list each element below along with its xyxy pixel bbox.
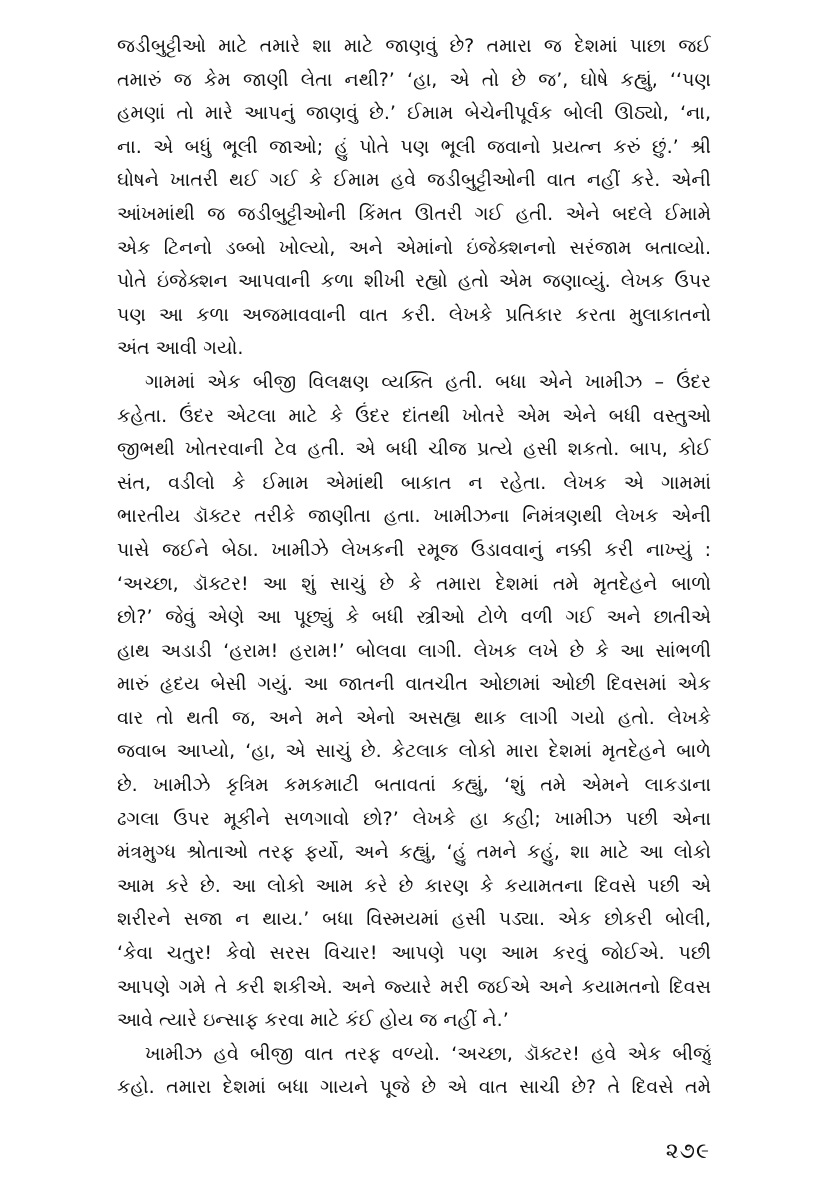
text-line: પણ આ કળા અજમાવવાની વાત કરી. લેખકે પ્રતિકાર કરતા મુલાકાતનો bbox=[117, 303, 711, 326]
text-line: વાર તો થતી જ, અને મને એનો અસહ્ય થાક લાગી ગયો હતો. લેખકે bbox=[117, 706, 711, 729]
body-text bbox=[117, 30, 711, 1105]
text-line: આંખમાંથી જ જડીબુટ્ટીઓની કિંમત ઊતરી ગઈ હતી. એને બદલે ઈમામે bbox=[117, 202, 711, 225]
text-line: ‘અચ્છા, ડૉક્ટર! આ શું સાચું છે કે તમારા દેશમાં તમે મૃતદેહને બાળો bbox=[117, 572, 711, 595]
text-line: તમારું જ કેમ જાણી લેતા નથી?’ ‘હા, એ તો છે જ’, ઘોષે કહ્યું, ‘‘પણ bbox=[117, 68, 711, 91]
text-line: અંત આવી ગયો. bbox=[117, 337, 244, 360]
text-line: ના. એ બધું ભૂલી જાઓ; હું પોતે પણ ભૂલી જવાનો પ્રયત્ન કરું છું.’ શ્રી bbox=[117, 135, 711, 158]
text-line: જીભથી ખોતરવાની ટેવ હતી. એ બધી ચીજ પ્રત્યે હસી શકતો. બાપ, કોઈ bbox=[117, 438, 711, 461]
text-line: મંત્રમુગ્ધ શ્રોતાઓ તરફ ફર્યો, અને કહ્યું, ‘હું તમને કહું, શા માટે આ લોકો bbox=[117, 841, 711, 864]
text-line: કહો. તમારા દેશમાં બધા ગાયને પૂજે છે એ વાત સાચી છે? તે દિવસે તમે bbox=[117, 1076, 711, 1099]
text-line: આપણે ગમે તે કરી શકીએ. અને જ્યારે મરી જઈએ અને કયામતનો દિવસ bbox=[117, 975, 711, 998]
text-line: ભારતીય ડૉક્ટર તરીકે જાણીતા હતા. ખામીઝના નિમંત્રણથી લેખક એની bbox=[117, 505, 711, 528]
page-number: ૨૭૯ bbox=[665, 1139, 710, 1164]
text-line: સંત, વડીલો કે ઈમામ એમાંથી બાકાત ન રહેતા. લેખક એ ગામમાં bbox=[117, 471, 711, 494]
text-line: મારું હૃદય બેસી ગયું. આ જાતની વાતચીત ઓછામાં ઓછી દિવસમાં એક bbox=[117, 673, 711, 696]
text-line: એક ટિનનો ડબ્બો ખોલ્યો, અને એમાંનો ઇંજેક્શનનો સરંજામ બતાવ્યો. bbox=[117, 236, 711, 259]
text-line: કહેતા. ઉંદર એટલા માટે કે ઉંદર દાંતથી ખોતરે એમ એને બધી વસ્તુઓ bbox=[117, 404, 711, 427]
text-line: જડીબુટ્ટીઓ માટે તમારે શા માટે જાણવું છે? તમારા જ દેશમાં પાછા જઈ bbox=[117, 35, 711, 57]
text-line: પોતે ઇંજેક્શન આપવાની કળા શીખી રહ્યો હતો એમ જણાવ્યું. લેખક ઉપર bbox=[117, 270, 711, 293]
text-line: છે. ખામીઝે કૃત્રિમ કમકમાટી બતાવતાં કહ્યું, ‘શું તમે એમને લાકડાના bbox=[117, 774, 711, 797]
text-line: આમ કરે છે. આ લોકો આમ કરે છે કારણ કે કયામતના દિવસે પછી એ bbox=[117, 874, 711, 897]
text-line: શરીરને સજા ન થાય.’ બધા વિસ્મયમાં હસી પડ્યા. એક છોકરી બોલી, bbox=[117, 908, 711, 931]
text-line: ઘોષને ખાતરી થઈ ગઈ કે ઈમામ હવે જડીબુટ્ટીઓની વાત નહીં કરે. એની bbox=[117, 169, 711, 192]
text-line: હાથ અડાડી ‘હરામ! હરામ!’ બોલવા લાગી. લેખક લખે છે કે આ સાંભળી bbox=[117, 639, 711, 662]
text-line: ‘કેવા ચતુર! કેવો સરસ વિચાર! આપણે પણ આમ કરવું જોઈએ. પછી bbox=[117, 942, 711, 965]
text-line: જવાબ આપ્યો, ‘હા, એ સાચું છે. કેટલાક લોકો મારા દેશમાં મૃતદેહને બાળે bbox=[117, 740, 711, 763]
text-line: ખામીઝ હવે બીજી વાત તરફ વળ્યો. ‘અચ્છા, ડૉક્ટર! હવે એક બીજું bbox=[145, 1042, 711, 1065]
text-line: ઢગલા ઉપર મૂકીને સળગાવો છો?’ લેખકે હા કહી; ખામીઝ પછી એના bbox=[117, 807, 711, 830]
text-line: છો?’ જેવું એણે આ પૂછ્યું કે બધી સ્ત્રીઓ ટોળે વળી ગઈ અને છાતીએ bbox=[117, 606, 711, 629]
text-line: ગામમાં એક બીજી વિલક્ષણ વ્યક્તિ હતી. બધા એને ખામીઝ – ઉંદર bbox=[145, 370, 711, 393]
text-line: આવે ત્યારે ઇન્સાફ કરવા માટે કંઈ હોય જ નહીં ને.’ bbox=[117, 1009, 509, 1032]
text-line: હમણાં તો મારે આપનું જાણવું છે.’ ઈમામ બેચેનીપૂર્વક બોલી ઊઠ્યો, ‘ના, bbox=[117, 102, 711, 125]
text-line: પાસે જઈને બેઠા. ખામીઝે લેખકની રમૂજ ઉડાવવાનું નક્કી કરી નાખ્યું : bbox=[117, 538, 711, 561]
